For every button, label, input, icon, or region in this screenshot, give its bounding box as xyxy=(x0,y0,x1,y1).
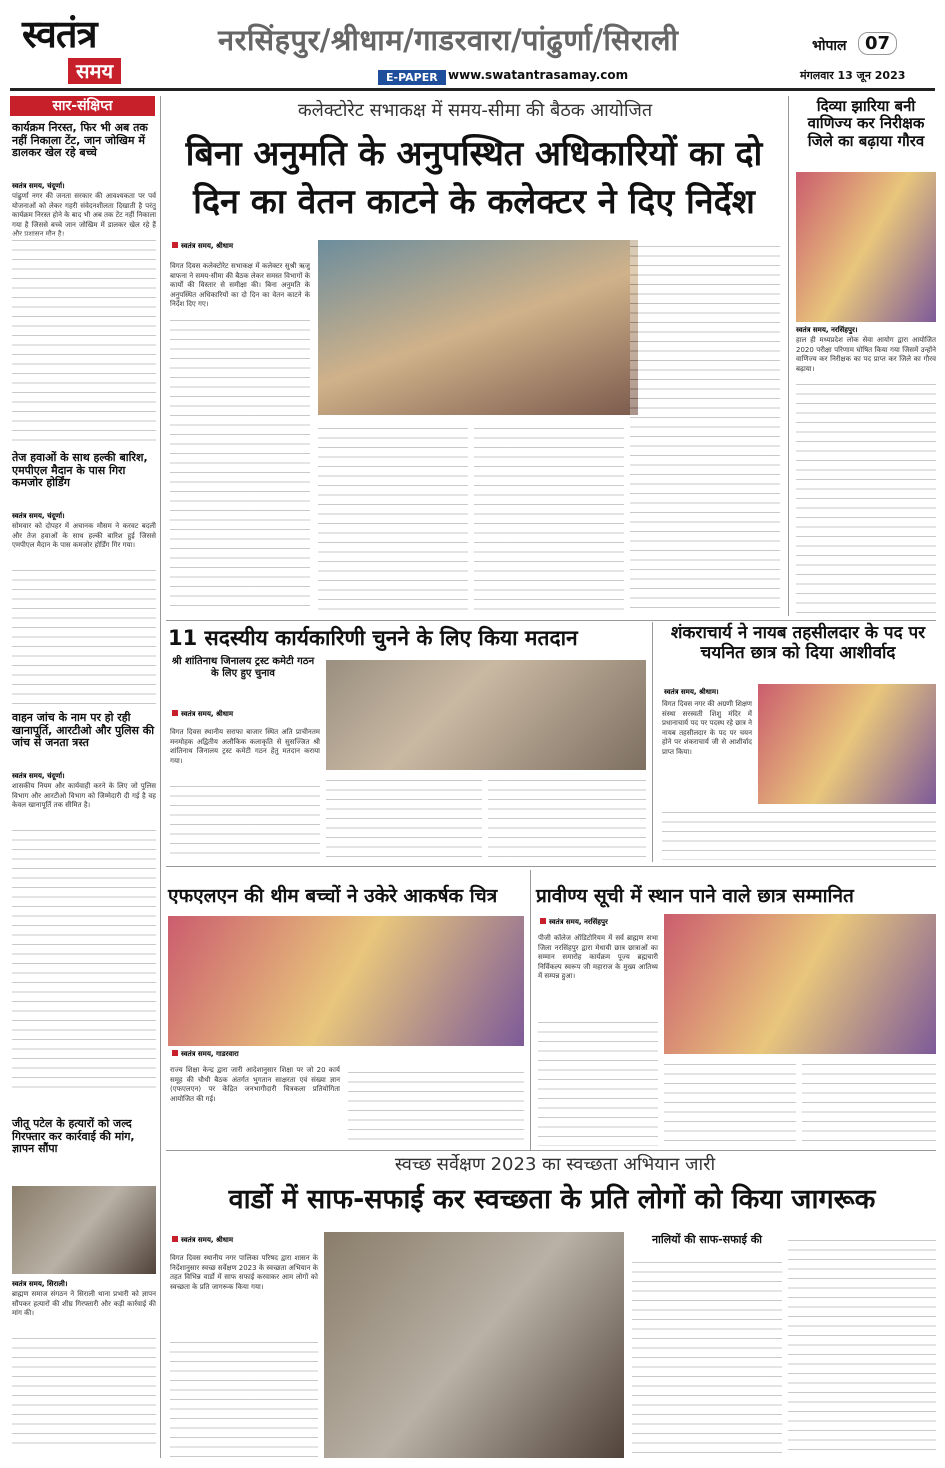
story2-subhead: श्री शांतिनाथ जिनालय ट्रस्ट कमेटी गठन के लिए हुए चुनाव xyxy=(171,656,315,679)
sidebar-item3-headline[interactable]: वाहन जांच के नाम पर हो रही खानापूर्ति, आरटीओ और पुलिस की जांच से जनता त्रस्त xyxy=(12,711,155,750)
story6-photo xyxy=(324,1232,624,1458)
main-text-col4 xyxy=(630,240,780,614)
story6-text-col3 xyxy=(788,1234,936,1458)
sidebar-item2-text-block xyxy=(12,564,156,704)
story4-photo xyxy=(168,916,524,1046)
story6-kicker: स्वच्छ सर्वेक्षण 2023 का स्वच्छता अभियान जारी xyxy=(394,1154,716,1175)
story5-divider xyxy=(530,870,531,1150)
story2-byline-text: स्वतंत्र समय, श्रीधाम xyxy=(181,710,234,718)
date-line: मंगलवार 13 जून 2023 xyxy=(800,69,906,82)
site-url[interactable]: www.swatantrasamay.com xyxy=(448,68,629,82)
story4-byline xyxy=(172,1050,239,1059)
story6-text-col2 xyxy=(632,1256,782,1458)
right-top-headline[interactable]: दिव्या झारिया बनी वाणिज्य कर निरीक्षक जिले का बढ़ाया गौरव xyxy=(807,97,925,150)
story3-photo xyxy=(758,684,936,804)
right-top-body: हाल ही मध्यप्रदेश लोक सेवा आयोग द्वारा आयोजित 2020 परीक्षा परिणाम घोषित किया गया जिसमें उन्होंने वाणिज्य कर निरीक्षक का पद प्राप्त कर जिले का गौरव बढ़ाया। xyxy=(796,336,936,373)
right-top-photo xyxy=(796,172,936,322)
story4-headline[interactable]: एफएलएन की थीम बच्चों ने उकेरे आकर्षक चित्र xyxy=(168,885,498,907)
story5-photo xyxy=(664,914,936,1054)
sidebar-item4-byline: स्वतंत्र समय, सिराली। xyxy=(12,1280,68,1288)
sidebar-item1-body: पांढुर्णा नगर की जनता सरकार की आवश्यकता पर पर्व योजनाओं को लेकर गहरी संवेदनशीलता दिखाती है परंतु कार्यक्रम निरस्त होने के बाद भी अब तक टेंट नहीं निकाला गया है जिससे बच्चे जान जोखिम में डालकर खेल रहे हैं और प्रशासन मौन है। xyxy=(12,192,157,238)
story6-byline xyxy=(172,1236,233,1245)
main-byline xyxy=(172,242,233,251)
rule-2 xyxy=(166,620,936,621)
story5-byline xyxy=(540,918,608,927)
rule-3 xyxy=(166,866,936,867)
story2-photo xyxy=(326,660,646,770)
sidebar-item1-text-block xyxy=(12,234,156,444)
sidebar-item1-byline: स्वतंत्र समय, चंदूर्णा। xyxy=(12,182,65,190)
story5-byline-text: स्वतंत्र समय, नरसिंहपुर xyxy=(549,918,608,926)
masthead-rule xyxy=(10,88,935,91)
story6-headline[interactable]: वार्डो में साफ-सफाई कर स्वच्छता के प्रति लोगों को किया जागरूक xyxy=(228,1184,876,1215)
sidebar-item2-headline[interactable]: तेज हवाओं के साथ हल्की बारिश, एमपीएल मैदान के पास गिरा कमजोर होर्डिंग xyxy=(12,451,148,490)
right-top-byline: स्वतंत्र समय, नरसिंहपुर। xyxy=(796,326,858,334)
story6-subhead: नालियों की साफ-सफाई की xyxy=(651,1233,763,1246)
story3-body: विगत दिवस नगर की अग्रणी शिक्षण संस्था सरस्वती शिशु मंदिर में प्रधानाचार्य पद पर पदस्थ रहे छात्र ने नायब तहसीलदार के पद पर चयन होने पर शंकराचार्य जी से आशीर्वाद प्राप्त किया। xyxy=(662,700,752,756)
sidebar-item4-headline[interactable]: जीतू पटेल के हत्यारों को जल्द गिरफ्तार कर कार्रवाई की मांग, ज्ञापन सौंपा xyxy=(12,1117,135,1156)
story4-body: राज्य शिक्षा केन्द्र द्वारा जारी आदेशानुसार शिक्षा पर जो 20 कार्य समूह की चौथी बैठक अंतर्गत भुगतान साक्षरता एवं संख्या ज्ञान (एफएलएन) पर केंद्रित जनभागीदारी चित्रकला प्रतियोगिता आयोजित की गई। xyxy=(170,1066,340,1103)
main-byline-text: स्वतंत्र समय, श्रीधाम xyxy=(181,242,234,250)
story5-text-col1 xyxy=(538,1016,658,1146)
sidebar-item4-text-block xyxy=(12,1332,156,1452)
story2-text-col1 xyxy=(170,780,320,860)
story4-byline-text: स्वतंत्र समय, गाडरवारा xyxy=(181,1050,239,1058)
story3-headline[interactable]: शंकराचार्य ने नायब तहसीलदार के पद पर चयनित छात्र को दिया आशीर्वाद xyxy=(670,623,926,663)
story5-body: पीजी कॉलेज ऑडिटोरियम में सर्व ब्राह्मण सभा जिला नरसिंहपुर द्वारा मेधावी छात्र छात्राओं का सम्मान समारोह कार्यक्रम पूज्य ब्रह्मचारी निर्विकल्प स्वरूप जी महाराज के मुख्य आतिथ्य में सम्पन्न हुआ। xyxy=(538,934,658,980)
story2-byline xyxy=(172,710,233,719)
sidebar-header: सार-संक्षिप्त xyxy=(10,96,155,116)
story6-text-col1 xyxy=(170,1336,318,1458)
main-text-col2 xyxy=(318,422,468,614)
sidebar-item3-body: शासकीय नियम और कार्यवाही करने के लिए जो पुलिस विभाग और आरटीओ विभाग को जिम्मेदारी दी गई है वह केवल खानापूर्ति तक सीमित है। xyxy=(12,782,156,809)
story5-headline[interactable]: प्रावीण्य सूची में स्थान पाने वाले छात्र सम्मानित xyxy=(536,885,854,907)
story6-body: विगत दिवस स्थानीय नगर पालिका परिषद द्वारा शासन के निर्देशानुसार स्वच्छ सर्वेक्षण 2023 के स्वच्छता अभियान के तहत विभिन्न वार्डो में साफ सफाई करवाकर आम लोगों को स्वच्छता के प्रति जागरूक किया गया। xyxy=(170,1254,318,1291)
sidebar-item1-headline[interactable]: कार्यक्रम निरस्त, फिर भी अब तक नहीं निकाला टेंट, जान जोखिम में डालकर खेल रहे बच्चे xyxy=(12,121,148,160)
story3-divider xyxy=(652,622,653,862)
main-text-col3 xyxy=(474,422,624,614)
sidebar-item3-byline: स्वतंत्र समय, चंदूर्णा। xyxy=(12,772,65,780)
rule-4 xyxy=(166,1150,936,1151)
sidebar-item2-byline: स्वतंत्र समय, चंदूर्णा। xyxy=(12,512,65,520)
edition-city: भोपाल xyxy=(812,38,847,54)
main-kicker: कलेक्टोरेट सभाकक्ष में समय-सीमा की बैठक आयोजित xyxy=(297,100,653,121)
sidebar-item3-text-block xyxy=(12,824,156,1094)
sidebar-item4-photo xyxy=(12,1186,156,1274)
main-meeting-photo xyxy=(318,240,638,415)
story3-text-block xyxy=(662,806,936,860)
story2-text-col2 xyxy=(326,774,482,860)
sidebar-divider xyxy=(160,96,161,1458)
story2-headline[interactable]: 11 सदस्यीय कार्यकारिणी चुनने के लिए किया मतदान xyxy=(168,626,578,650)
page-number: 07 xyxy=(858,32,897,55)
logo-bottom: समय xyxy=(68,58,121,84)
story2-body: विगत दिवस स्थानीय सराफा बाजार स्थित अति प्राचीनतम मनमोहक अद्वितीय अलौकिक कलाकृति से सुसज्जित श्री शांतिनाथ जिनालय ट्रस्ट कमेटी गठन हेतु मतदान कराया गया। xyxy=(170,728,320,765)
story3-byline: स्वतंत्र समय, श्रीधाम। xyxy=(664,688,719,696)
right-divider xyxy=(788,96,789,616)
right-top-text-block xyxy=(796,378,936,614)
epaper-tag: E-PAPER xyxy=(378,70,446,85)
story5-text-col3 xyxy=(802,1058,936,1146)
sidebar-item4-body: ब्राह्मण समाज संगठन ने सिराली थाना प्रभारी को ज्ञापन सौंपकर हत्यारों की शीघ्र गिरफ्तारी और कड़ी कार्रवाई की मांग की। xyxy=(12,1290,156,1317)
masthead-cities: नरसिंहपुर/श्रीधाम/गाडरवारा/पांढुर्णा/सिराली xyxy=(218,23,679,57)
story5-text-col2 xyxy=(664,1058,796,1146)
story4-text-col2 xyxy=(348,1066,524,1146)
story6-byline-text: स्वतंत्र समय, श्रीधाम xyxy=(181,1236,234,1244)
main-body: विगत दिवस कलेक्टोरेट सभाकक्ष में कलेक्टर सुश्री ऋजु बाफना ने समय-सीमा की बैठक लेकर समस्त विभागों के कार्यों की विस्तार से समीक्षा की। बिना अनुमति के अनुपस्थित अधिकारियों का दो दिन का वेतन काटने के निर्देश दिए गए। xyxy=(170,262,310,308)
main-text-col1 xyxy=(170,314,310,614)
main-headline[interactable]: बिना अनुमति के अनुपस्थित अधिकारियों का दो दिन का वेतन काटने के कलेक्टर ने दिए निर्देश xyxy=(185,134,763,222)
story2-text-col3 xyxy=(488,774,646,860)
logo-top: स्वतंत्र xyxy=(22,11,97,56)
sidebar-item2-body: सोमवार को दोपहर में अचानक मौसम ने करवट बदली और तेज हवाओं के साथ हल्की बारिश हुई जिससे एमपीएल मैदान के पास कमजोर होर्डिंग गिर गया। xyxy=(12,522,156,549)
